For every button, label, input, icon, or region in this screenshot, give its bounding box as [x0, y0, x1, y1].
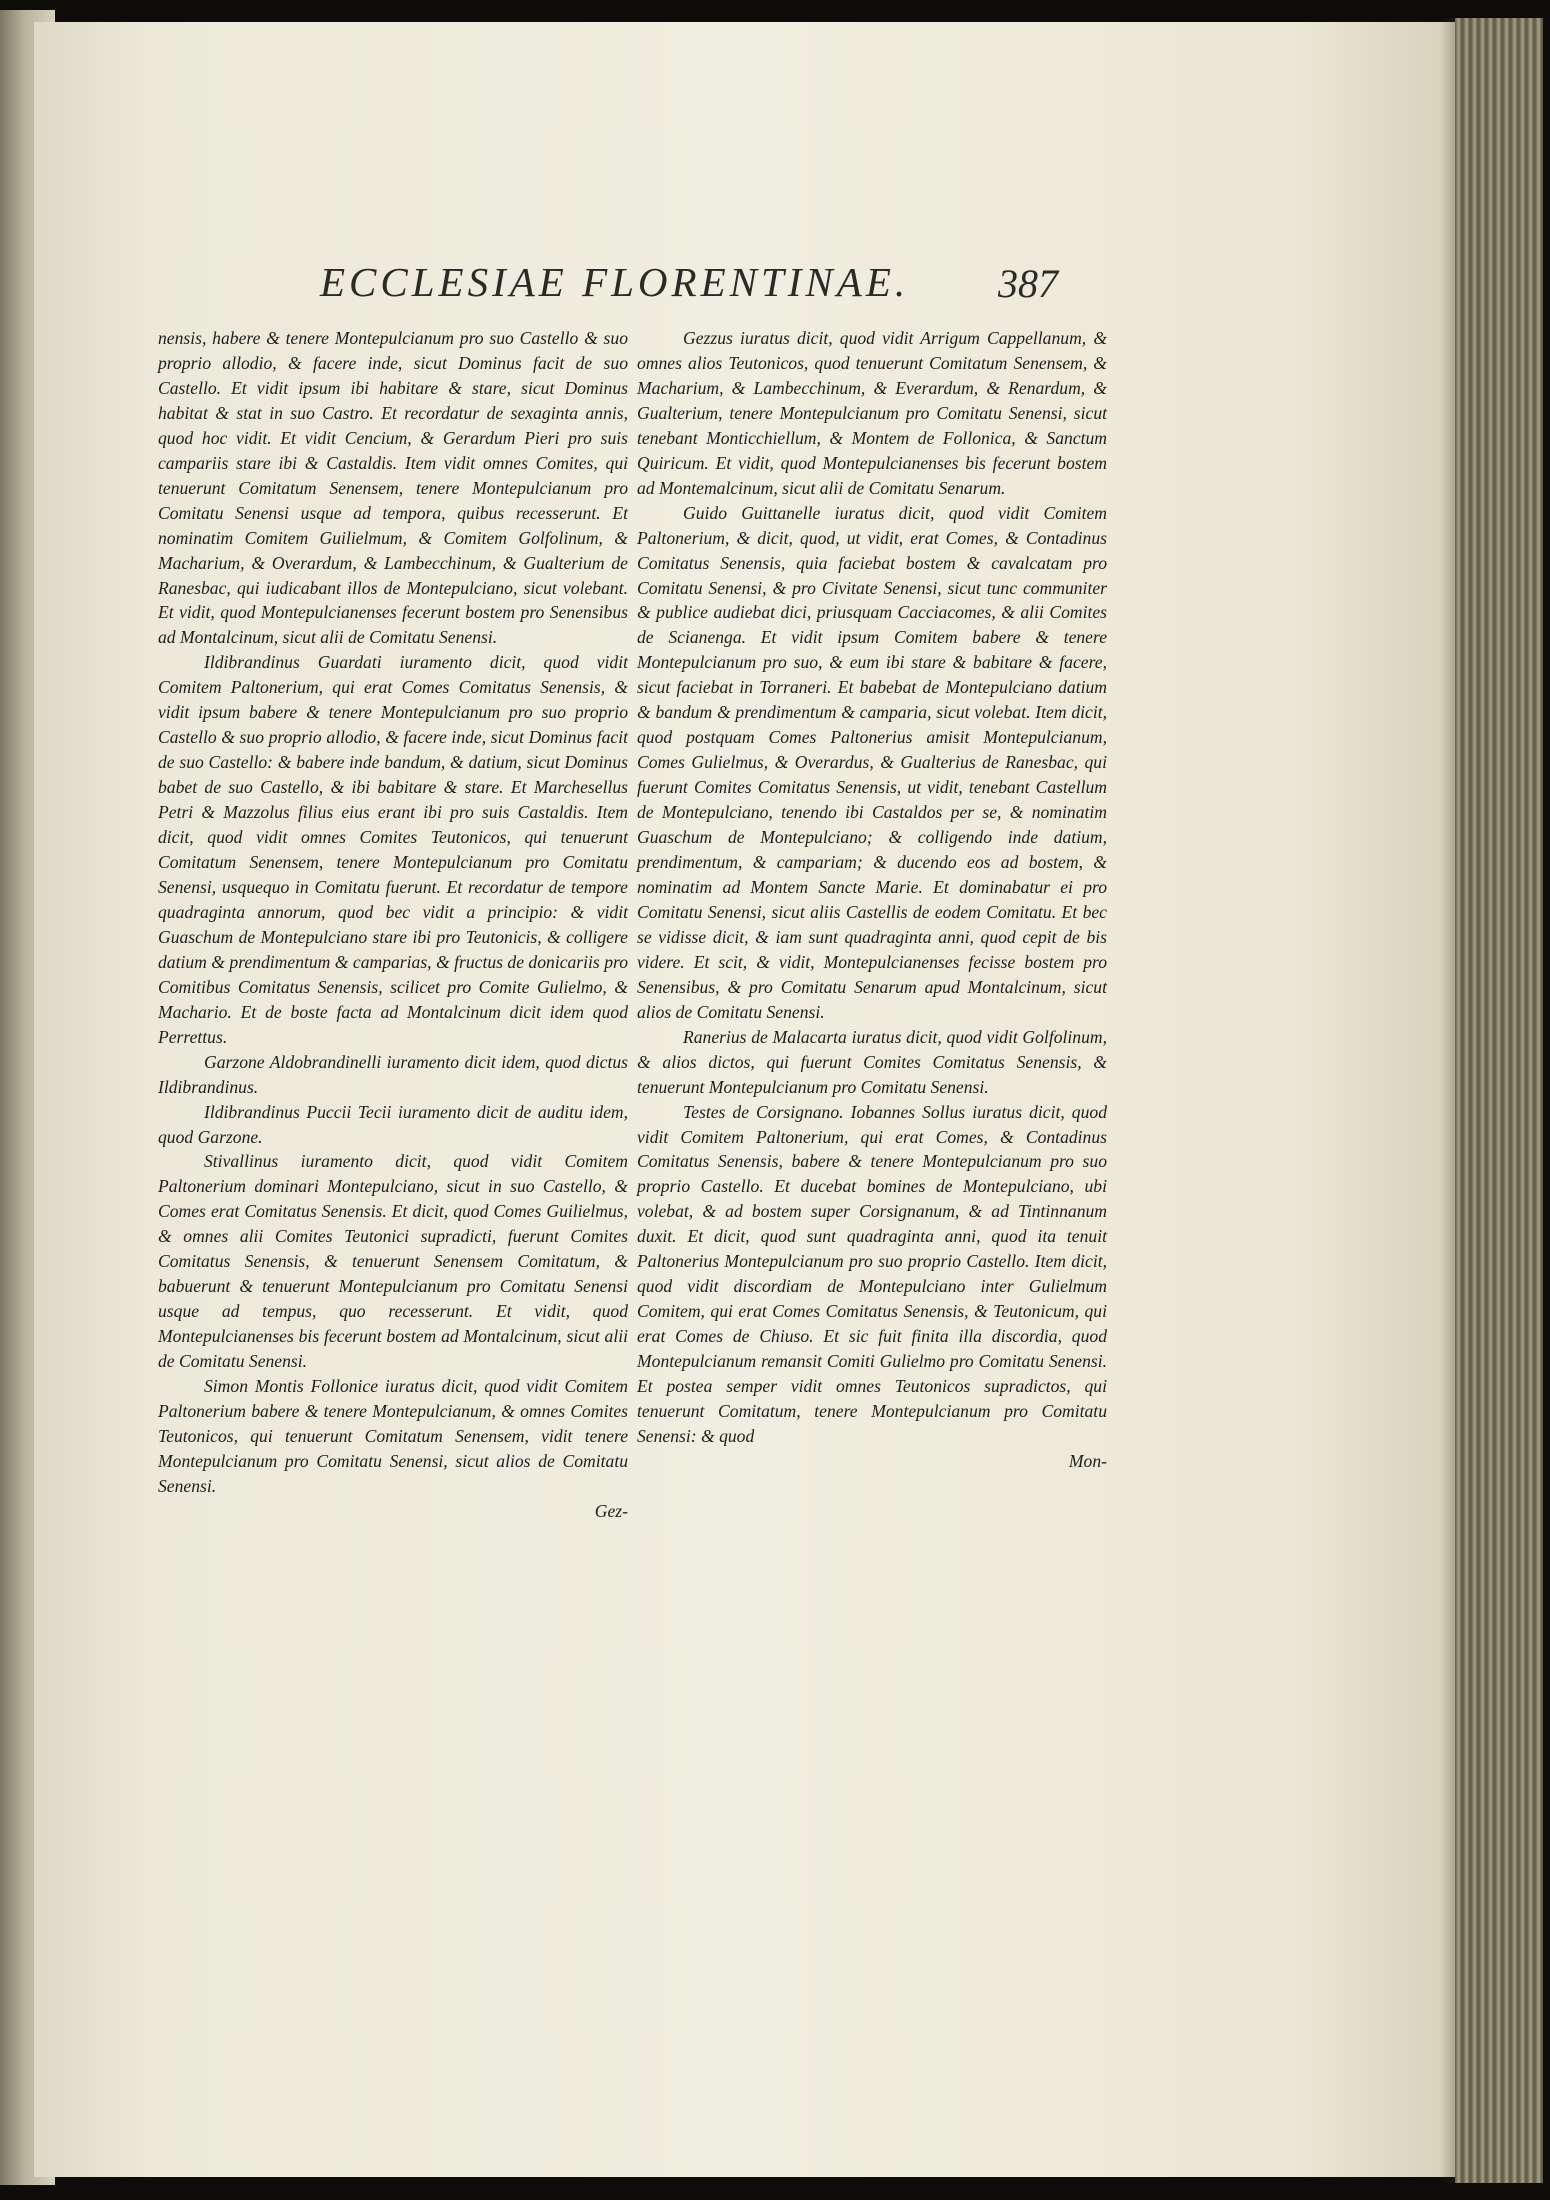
running-head: ECCLESIAE FLORENTINAE. — [320, 259, 910, 305]
paragraph: nensis, habere & tenere Montepulcianum pro suo Castello & suo proprio allodio, & facere inde, sicut Dominus facit de suo Castello. Et vidit ipsum ibi habitare & stare, sicut Dominus habitat & stat in suo Castro. Et recordatur de sexaginta annis, quod hoc vidit. Et vidit Cencium, & Gerardum Pieri pro suis campariis stare ibi & Castaldis. Item vidit omnes Comites, qui tenuerunt Comitatum Senensem, tenere Montepulcianum pro Comitatu Senensi usque ad tempora, quibus recesserunt. Et nominatim Comitem Guilielmum, & Comitem Golfolinum, & Macharium, & Overardum, & Lambecchinum, & Gualterium de Ranesbac, qui iudicabant illos de Montepulciano, sicut volebant. Et vidit, quod Montepulcianenses fecerunt bostem pro Senensibus ad Montalcinum, sicut alii de Comitatu Senensi. — [158, 328, 628, 648]
right-column — [637, 326, 1107, 1474]
paragraph: Garzone Aldobrandinelli iuramento dicit idem, quod dictus Ildibrandinus. — [158, 1051, 628, 1097]
paragraph: Testes de Corsignano. Iobannes Sollus iuratus dicit, quod vidit Comitem Paltonerium, qui erat Comes, & Contadinus Comitatus Senensis, babere & tenere Montepulcianum pro suo proprio Castello. Et ducebat bomines de Montepulciano, ubi volebat, & ad bostem super Corsignanum, & ad Tintinnanum duxit. Et dicit, quod sunt quadraginta anni, quod ita tenuit Paltonerius Montepulcianum pro suo proprio Castello. Item dicit, quod vidit discordiam de Montepulciano inter Gulielmum Comitem, qui erat Comes Comitatus Senensis, & Teutonicum, qui erat Comes de Chiuso. Et sic fuit finita illa discordia, quod Montepulcianum remansit Comiti Gulielmo pro Comitatu Senensi. Et postea semper vidit omnes Teutonicos supradictos, qui tenuerunt Comitatum, tenere Montepulcianum pro Comitatu Senensi: & quod — [637, 1101, 1107, 1446]
page-header — [320, 258, 1080, 318]
catchword: Gez- — [594, 1500, 628, 1521]
paragraph: Guido Guittanelle iuratus dicit, quod vidit Comitem Paltonerium, & dicit, quod, ut vidit, erat Comes, & Contadinus Comitatus Senensis, quia faciebat bostem & cavalcatam pro Comitatu Senensi, & pro Civitate Senensi, sicut tunc communiter & publice audiebat dici, priusquam Cacciacomes, & alii Comites de Scianenga. Et vidit ipsum Comitem babere & tenere Montepulcianum pro suo, & eum ibi stare & babitare & facere, sicut faciebat in Torraneri. Et babebat de Montepulciano datium & bandum & prendimentum & camparia, sicut volebat. Item dicit, quod postquam Comes Paltonerius amisit Montepulcianum, Comes Gulielmus, & Overardus, & Gualterius de Ranesbac, qui fuerunt Comites Comitatus Senensis, ut vidit, tenebant Castellum de Montepulciano, tenendo ibi Castaldos per se, & nominatim Guaschum de Montepulciano; & colligendo inde datium, prendimentum, & campariam; & ducendo eos ad bostem, & nominatim ad Montem Sancte Marie. Et dominabatur ei pro Comitatu Senensi, sicut aliis Castellis de eodem Comitatu. Et bec se vidisse dicit, & iam sunt quadraginta anni, quod cepit de bis videre. Et scit, & vidit, Montepulcianenses fecisse bostem pro Senensibus, & pro Comitatu Senarum apud Montalcinum, sicut alios de Comitatu Senensi. — [637, 502, 1107, 1022]
left-column — [158, 326, 628, 1524]
paragraph: Ildibrandinus Guardati iuramento dicit, quod vidit Comitem Paltonerium, qui erat Comes Comitatus Senensis, & vidit ipsum babere & tenere Montepulcianum pro suo proprio Castello & suo proprio allodio, & facere inde, sicut Dominus facit de suo Castello: & babere inde bandum, & datium, sicut Dominus babet de suo Castello, & ibi babitare & stare. Et Marchesellus Petri & Mazzolus filius eius erant ibi pro suis Castaldis. Item dicit, quod vidit omnes Comites Teutonicos, qui tenuerunt Comitatum Senensem, tenere Montepulcianum pro Comitatu Senensi, usquequo in Comitatu fuerunt. Et recordatur de tempore quadraginta annorum, quod bec vidit a principio: & vidit Guaschum de Montepulciano stare ibi pro Teutonicis, & colligere datium & prendimentum & camparias, & fructus de donicariis pro Comitibus Comitatus Senensis, scilicet pro Comite Gulielmo, & Machario. Et de boste facta ad Montalcinum dicit idem quod Perrettus. — [158, 652, 628, 1047]
paragraph: Simon Montis Follonice iuratus dicit, quod vidit Comitem Paltonerium babere & tenere Montepulcianum, & omnes Comites Teutonicos, qui tenuerunt Comitatum Senensem, vidit tenere Montepulcianum pro Comitatu Senensi, sicut alios de Comitatu Senensi. — [158, 1376, 628, 1496]
catchword: Mon- — [1068, 1450, 1107, 1471]
paragraph: Stivallinus iuramento dicit, quod vidit Comitem Paltonerium dominari Montepulciano, sicut in suo Castello, & Comes erat Comitatus Senensis. Et dicit, quod Comes Guilielmus, & omnes alii Comites Teutonici supradicti, fuerunt Comites Comitatus Senensis, & tenuerunt Senensem Comitatum, & babuerunt & tenuerunt Montepulcianum pro Comitatu Senensi usque ad tempus, quo recesserunt. Et vidit, quod Montepulcianenses bis fecerunt bostem ad Montalcinum, sicut alii de Comitatu Senensi. — [158, 1151, 628, 1372]
paragraph: Ranerius de Malacarta iuratus dicit, quod vidit Golfolinum, & alios dictos, qui fuerunt Comites Comitatus Senensis, & tenuerunt Montepulcianum pro Comitatu Senensi. — [637, 1026, 1107, 1097]
page-number: 387 — [998, 261, 1058, 306]
paragraph: Ildibrandinus Puccii Tecii iuramento dicit de auditu idem, quod Garzone. — [158, 1101, 628, 1147]
paragraph: Gezzus iuratus dicit, quod vidit Arrigum Cappellanum, & omnes alios Teutonicos, quod tenuerunt Comitatum Senensem, & Macharium, & Lambecchinum, & Everardum, & Renardum, & Gualterium, tenere Montepulcianum pro Comitatu Senensi, sicut tenebant Monticchiellum, & Montem de Follonica, & Sanctum Quiricum. Et vidit, quod Montepulcianenses bis fecerunt bostem ad Montemalcinum, sicut alii de Comitatu Senarum. — [637, 328, 1107, 498]
page-fore-edges — [1455, 18, 1543, 2183]
